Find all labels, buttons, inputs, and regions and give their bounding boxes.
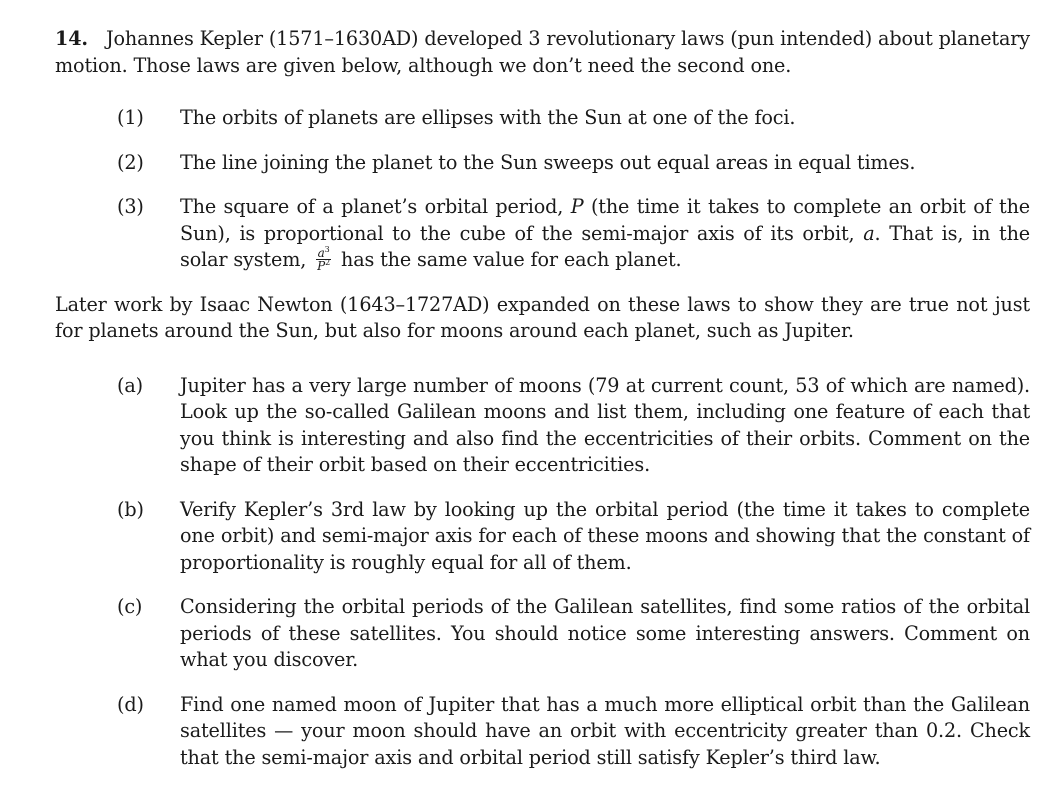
part-item xyxy=(55,373,1030,479)
part-label: (b) xyxy=(117,497,144,521)
part-label: (d) xyxy=(117,692,144,716)
part-label: (c) xyxy=(117,595,143,618)
part-item xyxy=(55,594,1030,674)
question-parts-list xyxy=(55,373,1030,772)
semi-major-axis-variable: a xyxy=(863,221,875,245)
part-label: (a) xyxy=(117,373,143,397)
law-item xyxy=(55,105,1030,132)
law-label: (3) xyxy=(117,195,144,218)
part-text: Considering the orbital periods of the Galilean satellites, find some ratios of the orbital periods of these satellites. You should notice some interesting answers. Comment on what you discover. xyxy=(180,595,1030,671)
law-text: The orbits of planets are ellipses with the Sun at one of the foci. xyxy=(180,106,796,129)
question-number: 14. xyxy=(55,27,88,50)
newton-paragraph: Later work by Isaac Newton (1643–1727AD) expanded on these laws to show they are true not just for planets around the Sun, but also for moons around each planet, such as Jupiter. xyxy=(55,292,1030,342)
law-label: (1) xyxy=(117,106,144,129)
kepler-ratio-fraction: $\frac{a^3}{P^2}$ xyxy=(317,244,331,273)
law-item xyxy=(55,194,1030,274)
problem-document xyxy=(55,26,1030,789)
kepler-laws-list xyxy=(55,105,1030,274)
law-item xyxy=(55,150,1030,177)
law-label: (2) xyxy=(117,150,144,174)
part-text: Jupiter has a very large number of moons (79 at current count, 53 of which are named). Look up the so-called Galilean moons and list them, including one feature of each that you think is interesting and also find the eccentricities of their orbits. Comment on the shape of their orbit based on their eccentricities. xyxy=(180,373,1030,476)
question-intro xyxy=(55,26,1030,79)
part-item xyxy=(55,692,1030,772)
period-variable: P xyxy=(570,195,584,218)
part-text: Find one named moon of Jupiter that has a much more elliptical orbit than the Galilean satellites — your moon should have an orbit with eccentricity greater than 0.2. Check that the semi-major axis and orbital period still satisfy Kepler’s third law. xyxy=(180,692,1030,769)
part-item xyxy=(55,497,1030,577)
law-text: The square of a planet’s orbital period, P (the time it takes to complete an orbit of the Sun), is proportional to the cube of the semi-major axis of its orbit, a. That is, in the solar system, $\frac{a^3}{P^2}$ has the same value for each planet. xyxy=(180,195,1030,273)
part-text: Verify Kepler’s 3rd law by looking up the orbital period (the time it takes to complete one orbit) and semi-major axis for each of these moons and showing that the constant of proportionality is roughly equal for all of them. xyxy=(180,497,1030,574)
question-intro-text: Johannes Kepler (1571–1630AD) developed 3 revolutionary laws (pun intended) about planetary motion. Those laws are given below, although we don’t need the second one. xyxy=(55,27,1030,77)
law-text: The line joining the planet to the Sun sweeps out equal areas in equal times. xyxy=(180,150,916,174)
